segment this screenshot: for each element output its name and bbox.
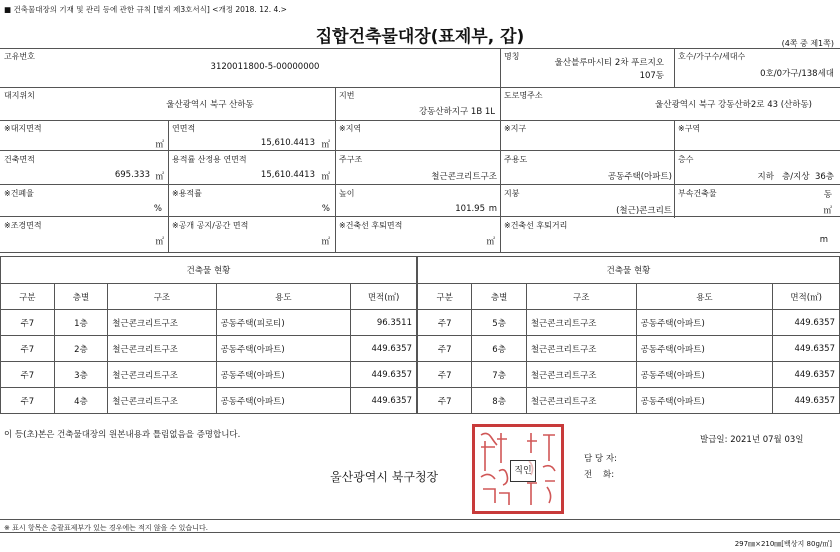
bldg-area-unit: ㎡ <box>155 172 164 182</box>
col-header-use: 용도 <box>636 284 773 310</box>
cell-area: 449.6357 <box>773 336 840 362</box>
cell-type: 주7 <box>418 388 472 414</box>
cell-floor: 5층 <box>472 310 526 336</box>
cell-use: 공동주택(아파트) <box>216 362 351 388</box>
open-space-label: ※공개 공지/공간 면적 <box>172 221 249 230</box>
annex-unit-area: ㎡ <box>823 206 832 216</box>
cell-use: 공동주택(아파트) <box>216 336 351 362</box>
cell-area: 449.6357 <box>351 336 417 362</box>
cell-type: 주7 <box>418 310 472 336</box>
main-struct-label: 주구조 <box>339 155 363 164</box>
page-info: (4쪽 중 제1쪽) <box>781 39 834 48</box>
regulation-text: ■ 건축물대장의 기재 및 관리 등에 관한 규칙 [별지 제3호서식] <개정 2018. 12. 4.> <box>4 5 287 14</box>
lot-label: 지번 <box>339 91 355 100</box>
table-row <box>1 362 417 388</box>
cell-floor: 1층 <box>54 310 108 336</box>
cell-floor: 2층 <box>54 336 108 362</box>
annex-label: 부속건축물 <box>678 189 717 198</box>
cell-structure: 철근콘크리트구조 <box>108 388 216 414</box>
cell-area: 449.6357 <box>773 310 840 336</box>
floor-table-left-title: 건축물 현황 <box>1 257 417 284</box>
cell-floor: 7층 <box>472 362 526 388</box>
cell-type: 주7 <box>1 388 55 414</box>
cell-use: 공동주택(아파트) <box>636 362 773 388</box>
table-row <box>1 388 417 414</box>
col-header-floor: 층별 <box>54 284 108 310</box>
floor-table-right-title: 건축물 현황 <box>418 257 840 284</box>
footer-note: ※ 표시 항목은 총괄표제부가 있는 경우에는 적지 않을 수 있습니다. <box>4 524 208 532</box>
table-row <box>418 362 840 388</box>
unique-no-value: 3120011800-5-00000000 <box>210 62 320 72</box>
cell-structure: 철근콘크리트구조 <box>526 310 636 336</box>
district-label: ※지구 <box>504 124 527 133</box>
col-header-type: 구분 <box>1 284 55 310</box>
height-unit: m <box>488 204 497 214</box>
floor-table-left <box>0 256 417 414</box>
road-label: 도로명주소 <box>504 91 543 100</box>
units-label: 호수/가구수/세대수 <box>678 52 746 61</box>
site-value: 울산광역시 북구 산하동 <box>166 100 254 110</box>
cell-type: 주7 <box>1 362 55 388</box>
col-header-area: 면적(㎡) <box>351 284 417 310</box>
cell-structure: 철근콘크리트구조 <box>108 310 216 336</box>
height-label: 높이 <box>339 189 355 198</box>
floor-area-value: 15,610.4413 <box>260 138 315 148</box>
main-struct-value: 철근콘크리트구조 <box>431 172 497 182</box>
land-area-unit: ㎡ <box>155 140 164 150</box>
cell-use: 공동주택(아파트) <box>636 388 773 414</box>
cell-area: 449.6357 <box>773 362 840 388</box>
table-row <box>418 388 840 414</box>
cell-structure: 철근콘크리트구조 <box>108 336 216 362</box>
certification-statement: 이 등(초)본은 건축물대장의 원본내용과 틀림없음을 증명합니다. <box>4 430 241 440</box>
official-seal <box>472 424 564 514</box>
name-value-2: 107동 <box>639 71 664 81</box>
table-row <box>1 336 417 362</box>
landscape-label: ※조경면적 <box>4 221 42 230</box>
name-value-1: 울산블루마시티 2차 푸르지오 <box>554 58 664 68</box>
units-value: 0호/0가구/138세대 <box>760 69 834 79</box>
cell-type: 주7 <box>1 310 55 336</box>
table-row <box>1 310 417 336</box>
zone-label: ※지역 <box>339 124 362 133</box>
height-value: 101.95 <box>455 204 485 214</box>
cell-floor: 3층 <box>54 362 108 388</box>
cell-structure: 철근콘크리트구조 <box>108 362 216 388</box>
setback-area-label: ※건축선 후퇴면적 <box>339 221 403 230</box>
floors-label: 층수 <box>678 155 694 164</box>
cell-floor: 6층 <box>472 336 526 362</box>
seal-label: 직인 <box>510 460 536 482</box>
lot-value: 강동산하지구 1B 1L <box>418 107 495 117</box>
setback-area-unit: ㎡ <box>486 237 495 247</box>
col-header-floor: 층별 <box>472 284 526 310</box>
landscape-unit: ㎡ <box>155 237 164 247</box>
far-area-value: 15,610.4413 <box>260 170 315 180</box>
col-header-structure: 구조 <box>108 284 216 310</box>
far-label: ※용적률 <box>172 189 202 198</box>
cell-floor: 4층 <box>54 388 108 414</box>
annex-unit-count: 동 <box>823 190 832 200</box>
cell-use: 공동주택(아파트) <box>636 336 773 362</box>
area-label: ※구역 <box>678 124 701 133</box>
col-header-type: 구분 <box>418 284 472 310</box>
site-label: 대지위치 <box>4 91 35 100</box>
far-unit: % <box>321 204 330 214</box>
page-title: 집합건축물대장(표제부, 갑) <box>315 27 525 47</box>
setback-dist-unit: m <box>819 235 828 245</box>
cell-use: 공동주택(아파트) <box>216 388 351 414</box>
roof-label: 지붕 <box>504 189 520 198</box>
cell-area: 449.6357 <box>351 388 417 414</box>
paper-spec: 297㎜×210㎜[백상지 80g/㎡] <box>734 540 832 548</box>
bcr-label: ※건폐율 <box>4 189 34 198</box>
col-header-structure: 구조 <box>526 284 636 310</box>
far-area-label: 용적률 산정용 연면적 <box>172 155 247 164</box>
name-label: 명칭 <box>504 52 520 61</box>
cell-floor: 8층 <box>472 388 526 414</box>
cell-structure: 철근콘크리트구조 <box>526 388 636 414</box>
col-header-use: 용도 <box>216 284 351 310</box>
road-value: 울산광역시 북구 강동산하2로 43 (산하동) <box>655 100 812 110</box>
open-space-unit: ㎡ <box>321 237 330 247</box>
land-area-label: ※대지면적 <box>4 124 42 133</box>
officer-label: 담 당 자: <box>584 454 617 464</box>
main-use-label: 주용도 <box>504 155 528 164</box>
cell-use: 공동주택(아파트) <box>636 310 773 336</box>
table-row <box>418 310 840 336</box>
floors-value: 지하 층/지상 36층 <box>757 172 834 182</box>
cell-structure: 철근콘크리트구조 <box>526 336 636 362</box>
cell-type: 주7 <box>1 336 55 362</box>
floor-area-unit: ㎡ <box>321 140 330 150</box>
roof-value: (철근)콘크리트 <box>616 206 672 216</box>
bldg-area-label: 건축면적 <box>4 155 35 164</box>
setback-dist-label: ※건축선 후퇴거리 <box>504 221 568 230</box>
floor-area-label: 연면적 <box>172 124 196 133</box>
cell-area: 449.6357 <box>351 362 417 388</box>
issue-date: 발급일: 2021년 07월 03일 <box>700 435 804 445</box>
cell-type: 주7 <box>418 336 472 362</box>
far-area-unit: ㎡ <box>321 172 330 182</box>
bcr-unit: % <box>153 204 162 214</box>
phone-label: 전 화: <box>584 470 615 480</box>
cell-area: 449.6357 <box>773 388 840 414</box>
unique-no-label: 고유번호 <box>4 52 35 61</box>
cell-type: 주7 <box>418 362 472 388</box>
table-row <box>418 336 840 362</box>
cell-area: 96.3511 <box>351 310 417 336</box>
cell-structure: 철근콘크리트구조 <box>526 362 636 388</box>
issuer-name: 울산광역시 북구청장 <box>330 470 439 484</box>
col-header-area: 면적(㎡) <box>773 284 840 310</box>
main-use-value: 공동주택(아파트) <box>607 172 672 182</box>
bldg-area-value: 695.333 <box>114 170 150 180</box>
floor-table-right <box>417 256 840 414</box>
cell-use: 공동주택(피로티) <box>216 310 351 336</box>
